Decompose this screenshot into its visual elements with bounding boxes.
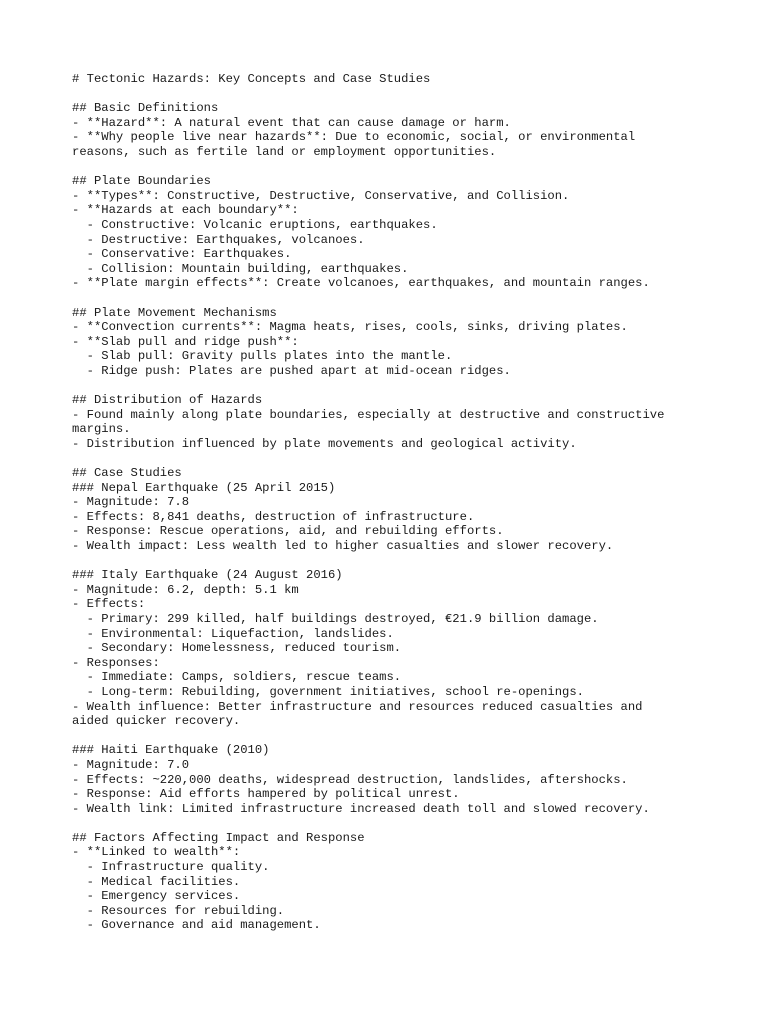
section-heading: ## Distribution of Hazards — [72, 393, 263, 408]
continuation-line: reasons, such as fertile land or employment opportunities. — [72, 144, 497, 159]
sub-list-item: - Ridge push: Plates are pushed apart at mid-ocean ridges. — [72, 363, 511, 378]
sub-list-item: - Conservative: Earthquakes. — [72, 247, 292, 262]
list-item: - **Convection currents**: Magma heats, rises, cools, sinks, driving plates. — [72, 320, 628, 335]
list-item: - Wealth impact: Less wealth led to higher casualties and slower recovery. — [72, 539, 614, 553]
sub-list-item: - Collision: Mountain building, earthquakes. — [72, 261, 409, 276]
continuation-line: aided quicker recovery. — [72, 714, 241, 729]
blank-line — [72, 378, 692, 393]
blank-line — [72, 291, 692, 306]
subsection-heading: ### Haiti Earthquake (2010) — [72, 743, 270, 758]
list-item: - Magnitude: 7.8 — [72, 495, 190, 510]
sub-list-item: - Medical facilities. — [72, 874, 241, 889]
subsection-heading: ### Nepal Earthquake (25 April 2015) — [72, 480, 336, 495]
section-heading: ## Plate Boundaries — [72, 174, 211, 189]
sub-list-item: - Primary: 299 killed, half buildings destroyed, €21.9 billion damage. — [72, 611, 599, 626]
document-title: # Tectonic Hazards: Key Concepts and Case Studies — [72, 72, 431, 86]
list-item: - Distribution influenced by plate movements and geological activity. — [72, 436, 577, 451]
list-item: - **Linked to wealth**: — [72, 845, 241, 860]
list-item: - Effects: 8,841 deaths, destruction of infrastructure. — [72, 509, 475, 524]
blank-line — [72, 451, 692, 466]
sub-list-item: - Resources for rebuilding. — [72, 903, 285, 918]
list-item: - Effects: ~220,000 deaths, widespread destruction, landslides, aftershocks. — [72, 772, 628, 787]
blank-line — [72, 729, 692, 744]
section-heading: ## Basic Definitions — [72, 101, 219, 116]
list-item: - Response: Aid efforts hampered by political unrest. — [72, 787, 460, 802]
sub-list-item: - Slab pull: Gravity pulls plates into the mantle. — [72, 349, 453, 364]
subsection-heading: ### Italy Earthquake (24 August 2016) — [72, 568, 343, 583]
sub-list-item: - Immediate: Camps, soldiers, rescue teams. — [72, 670, 402, 685]
document-text — [72, 72, 692, 933]
list-item: - **Hazard**: A natural event that can cause damage or harm. — [72, 115, 511, 130]
list-item: - **Slab pull and ridge push**: — [72, 334, 299, 349]
sub-list-item: - Governance and aid management. — [72, 918, 321, 933]
continuation-line: margins. — [72, 422, 131, 437]
list-item: - Effects: — [72, 597, 146, 612]
section-heading: ## Case Studies — [72, 466, 182, 481]
list-item: - Found mainly along plate boundaries, especially at destructive and constructive — [72, 407, 665, 422]
sub-list-item: - Destructive: Earthquakes, volcanoes. — [72, 232, 365, 247]
list-item: - **Plate margin effects**: Create volcanoes, earthquakes, and mountain ranges. — [72, 276, 650, 291]
sub-list-item: - Infrastructure quality. — [72, 860, 270, 875]
sub-list-item: - Long-term: Rebuilding, government initiatives, school re-openings. — [72, 684, 584, 699]
list-item: - Magnitude: 7.0 — [72, 757, 190, 772]
list-item: - Magnitude: 6.2, depth: 5.1 km — [72, 582, 299, 597]
list-item: - **Why people live near hazards**: Due to economic, social, or environmental — [72, 130, 636, 145]
list-item: - **Types**: Constructive, Destructive, Conservative, and Collision. — [72, 188, 570, 203]
sub-list-item: - Secondary: Homelessness, reduced tourism. — [72, 641, 402, 656]
sub-list-item: - Constructive: Volcanic eruptions, earthquakes. — [72, 217, 438, 232]
list-item: - Responses: — [72, 655, 160, 670]
section-heading: ## Factors Affecting Impact and Response — [72, 830, 365, 845]
blank-line — [72, 160, 692, 175]
blank-line — [72, 554, 692, 569]
list-item: - Wealth link: Limited infrastructure increased death toll and slowed recovery. — [72, 801, 650, 816]
blank-line — [72, 816, 692, 831]
section-heading: ## Plate Movement Mechanisms — [72, 305, 277, 320]
blank-line — [72, 87, 692, 102]
list-item: - Response: Rescue operations, aid, and rebuilding efforts. — [72, 524, 504, 539]
sub-list-item: - Emergency services. — [72, 889, 241, 904]
list-item: - **Hazards at each boundary**: — [72, 203, 299, 218]
list-item: - Wealth influence: Better infrastructure and resources reduced casualties and — [72, 699, 643, 714]
sub-list-item: - Environmental: Liquefaction, landslides. — [72, 626, 394, 641]
